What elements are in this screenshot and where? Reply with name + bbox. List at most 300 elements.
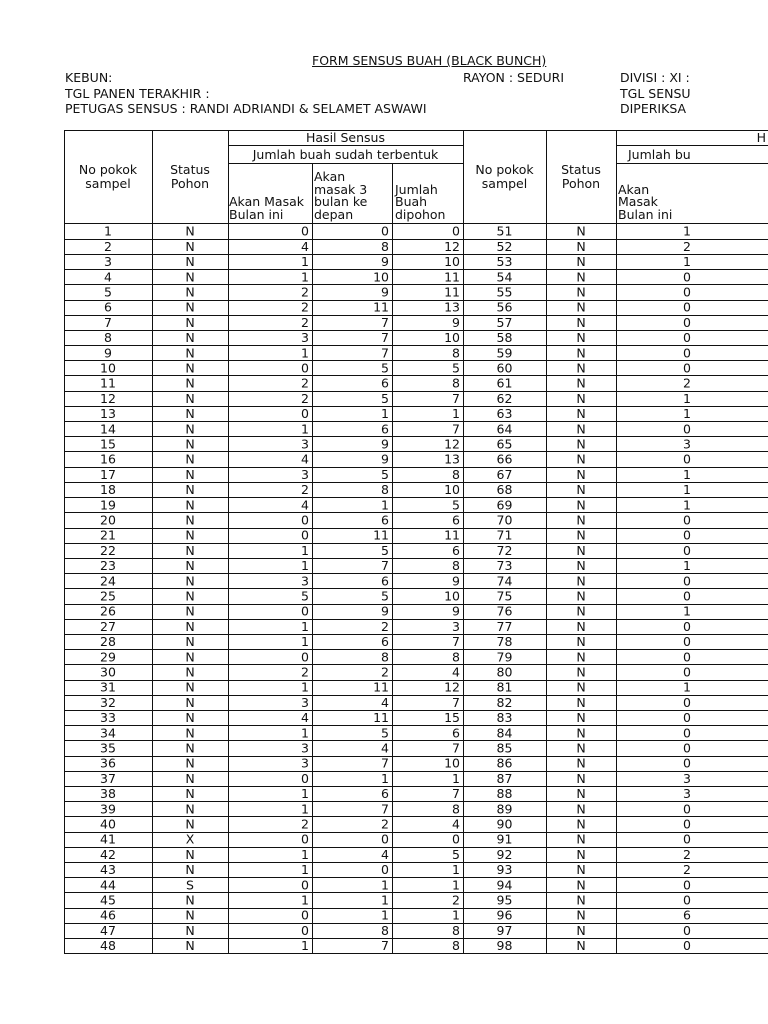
table-row-no-pokok: 37 <box>100 770 116 786</box>
table-row-no-pokok: 27 <box>100 618 116 634</box>
table-row-status: N <box>185 770 195 786</box>
table-row-no-pokok-right: 88 <box>496 786 513 802</box>
table-row-status-right: N <box>576 710 586 726</box>
table-row-dipohon: 4 <box>452 664 460 680</box>
table-row-status: N <box>185 497 195 513</box>
header-akan-masak-right: Masak <box>618 194 658 209</box>
table-row-masak-right: 0 <box>683 542 691 558</box>
table-row-masak-3-bulan: 5 <box>381 390 389 406</box>
table-row-masak-3-bulan: 7 <box>381 755 389 771</box>
table-row-status-right: N <box>576 664 586 680</box>
table-row-dipohon: 8 <box>452 345 460 361</box>
table-row-status: N <box>185 254 195 270</box>
table-row-no-pokok: 40 <box>100 816 116 832</box>
table-row-status: N <box>185 314 195 330</box>
table-row-status: N <box>185 694 195 710</box>
table-row-masak-bulan-ini: 1 <box>301 892 309 908</box>
table-row-no-pokok: 25 <box>100 588 116 604</box>
header-akan-masak-3-bulan: depan <box>314 207 354 222</box>
table-row-status-right: N <box>576 588 586 604</box>
table-row-masak-right: 0 <box>683 816 691 832</box>
table-row-no-pokok-right: 97 <box>496 922 513 938</box>
table-row-dipohon: 7 <box>452 740 460 756</box>
table-row-no-pokok: 38 <box>100 786 116 802</box>
table-row-masak-3-bulan: 5 <box>381 588 389 604</box>
header-no-pokok: No pokok <box>78 162 138 177</box>
header-hasil-sensus: Hasil Sensus <box>306 130 385 145</box>
table-row-status-right: N <box>576 527 586 543</box>
table-row-masak-right: 3 <box>683 770 691 786</box>
divisi-label: DIVISI : XI : <box>620 70 690 85</box>
table-row-no-pokok-right: 90 <box>496 816 513 832</box>
table-row-masak-right: 0 <box>683 421 691 437</box>
table-row-status-right: N <box>576 497 586 513</box>
table-row-masak-bulan-ini: 1 <box>301 618 309 634</box>
table-row-masak-bulan-ini: 0 <box>301 360 309 376</box>
header-no-pokok-right: No pokok <box>475 162 534 177</box>
table-row-status-right: N <box>576 892 586 908</box>
table-row-masak-right: 2 <box>683 375 691 391</box>
table-row-status: N <box>185 390 195 406</box>
table-row-status: N <box>185 573 195 589</box>
table-row-no-pokok: 41 <box>100 831 116 847</box>
table-row-masak-right: 0 <box>683 588 691 604</box>
table-row-no-pokok: 13 <box>100 406 116 422</box>
table-row-status-right: N <box>576 770 586 786</box>
table-row-no-pokok: 48 <box>100 938 116 954</box>
table-row-masak-right: 1 <box>683 390 691 406</box>
table-row-masak-bulan-ini: 2 <box>301 664 309 680</box>
table-row-masak-3-bulan: 5 <box>381 725 389 741</box>
table-row-no-pokok-right: 74 <box>496 573 513 589</box>
table-row-masak-right: 2 <box>683 238 691 254</box>
table-row-status: N <box>185 801 195 817</box>
table-row-masak-3-bulan: 7 <box>381 314 389 330</box>
table-row-status: N <box>185 938 195 954</box>
header-no-pokok: sampel <box>85 176 131 191</box>
table-row-no-pokok-right: 51 <box>496 223 513 239</box>
table-row-masak-3-bulan: 11 <box>373 527 389 543</box>
table-row-no-pokok-right: 70 <box>496 512 513 528</box>
table-row-masak-right: 0 <box>683 755 691 771</box>
table-row-masak-bulan-ini: 0 <box>301 406 309 422</box>
table-row-masak-3-bulan: 11 <box>373 299 389 315</box>
table-row-no-pokok-right: 78 <box>496 634 513 650</box>
header-akan-masak-bulan-ini: Bulan ini <box>229 207 284 222</box>
table-row-status-right: N <box>576 299 586 315</box>
table-row-no-pokok-right: 73 <box>496 558 513 574</box>
table-row-masak-right: 0 <box>683 694 691 710</box>
table-row-masak-right: 2 <box>683 846 691 862</box>
table-row-dipohon: 13 <box>444 299 460 315</box>
table-row-no-pokok: 34 <box>100 725 116 741</box>
header-jumlah-buah-dipohon: Jumlah <box>395 182 438 197</box>
table-row-masak-3-bulan: 1 <box>381 907 389 923</box>
table-row-masak-right: 0 <box>683 284 691 300</box>
table-row-dipohon: 6 <box>452 542 460 558</box>
kebun-label: KEBUN: <box>65 70 113 85</box>
table-row-masak-right: 0 <box>683 573 691 589</box>
table-row-masak-bulan-ini: 3 <box>301 740 309 756</box>
table-row-masak-bulan-ini: 4 <box>301 497 309 513</box>
table-row-dipohon: 12 <box>444 436 460 452</box>
table-row-no-pokok-right: 96 <box>496 907 513 923</box>
table-row-no-pokok-right: 98 <box>496 938 513 954</box>
table-row-status-right: N <box>576 679 586 695</box>
table-row-status: N <box>185 907 195 923</box>
table-row-masak-right: 1 <box>683 603 691 619</box>
table-row-status-right: N <box>576 330 586 346</box>
table-row-masak-3-bulan: 6 <box>381 512 389 528</box>
table-row-dipohon: 4 <box>452 816 460 832</box>
table-row-status-right: N <box>576 223 586 239</box>
table-row-masak-right: 3 <box>683 786 691 802</box>
table-row-masak-bulan-ini: 3 <box>301 330 309 346</box>
table-row-no-pokok-right: 69 <box>496 497 513 513</box>
table-row-no-pokok: 28 <box>100 634 116 650</box>
table-row-dipohon: 1 <box>452 862 460 878</box>
table-row-dipohon: 5 <box>452 846 460 862</box>
table-row-no-pokok: 15 <box>100 436 116 452</box>
table-row-masak-bulan-ini: 1 <box>301 345 309 361</box>
table-row-masak-right: 1 <box>683 497 691 513</box>
table-row-masak-3-bulan: 4 <box>381 740 389 756</box>
header-hasil-right: H <box>756 130 766 145</box>
table-row-status: N <box>185 482 195 498</box>
table-row-masak-right: 3 <box>683 436 691 452</box>
table-row-dipohon: 7 <box>452 421 460 437</box>
table-row-no-pokok-right: 93 <box>496 862 513 878</box>
rayon-label: RAYON : SEDURI <box>463 70 565 85</box>
table-row-dipohon: 8 <box>452 801 460 817</box>
table-row-masak-bulan-ini: 3 <box>301 755 309 771</box>
table-row-no-pokok: 11 <box>100 375 116 391</box>
table-row-status: N <box>185 922 195 938</box>
table-row-dipohon: 9 <box>452 314 460 330</box>
table-row-status-right: N <box>576 862 586 878</box>
table-row-masak-right: 0 <box>683 725 691 741</box>
table-row-masak-right: 1 <box>683 406 691 422</box>
diperiksa-label: DIPERIKSA <box>620 101 687 116</box>
table-row-masak-bulan-ini: 1 <box>301 801 309 817</box>
table-row-no-pokok-right: 71 <box>496 527 513 543</box>
table-row-masak-right: 0 <box>683 710 691 726</box>
table-row-masak-right: 0 <box>683 801 691 817</box>
table-row-masak-bulan-ini: 2 <box>301 299 309 315</box>
table-row-masak-3-bulan: 1 <box>381 406 389 422</box>
table-row-status: N <box>185 345 195 361</box>
table-row-no-pokok-right: 59 <box>496 345 513 361</box>
table-row-status: N <box>185 755 195 771</box>
table-row-dipohon: 10 <box>444 588 460 604</box>
table-row-dipohon: 3 <box>452 618 460 634</box>
table-row-no-pokok-right: 56 <box>496 299 513 315</box>
table-row-no-pokok: 33 <box>100 710 116 726</box>
table-row-masak-bulan-ini: 1 <box>301 421 309 437</box>
table-row-status-right: N <box>576 618 586 634</box>
table-row-dipohon: 6 <box>452 512 460 528</box>
table-row-no-pokok-right: 63 <box>496 406 513 422</box>
table-row-masak-bulan-ini: 1 <box>301 634 309 650</box>
table-row-masak-3-bulan: 5 <box>381 542 389 558</box>
table-row-no-pokok: 18 <box>100 482 116 498</box>
table-row-masak-right: 0 <box>683 618 691 634</box>
table-row-dipohon: 5 <box>452 360 460 376</box>
table-row-no-pokok-right: 52 <box>496 238 513 254</box>
table-row-no-pokok-right: 79 <box>496 649 513 665</box>
table-row-masak-bulan-ini: 2 <box>301 816 309 832</box>
table-row-masak-3-bulan: 1 <box>381 770 389 786</box>
table-row-no-pokok: 44 <box>100 877 116 893</box>
table-row-masak-3-bulan: 4 <box>381 694 389 710</box>
table-row-no-pokok: 5 <box>104 284 112 300</box>
table-row-status-right: N <box>576 694 586 710</box>
table-row-status: N <box>185 679 195 695</box>
table-row-masak-3-bulan: 7 <box>381 345 389 361</box>
table-row-masak-bulan-ini: 2 <box>301 284 309 300</box>
table-row-masak-bulan-ini: 2 <box>301 482 309 498</box>
table-row-masak-3-bulan: 4 <box>381 846 389 862</box>
table-row-masak-3-bulan: 7 <box>381 938 389 954</box>
table-row-masak-bulan-ini: 1 <box>301 725 309 741</box>
table-row-masak-right: 0 <box>683 664 691 680</box>
table-row-no-pokok: 32 <box>100 694 116 710</box>
table-row-no-pokok: 4 <box>104 269 112 285</box>
table-row-status: N <box>185 588 195 604</box>
table-row-masak-right: 0 <box>683 451 691 467</box>
table-row-status-right: N <box>576 558 586 574</box>
table-row-masak-bulan-ini: 4 <box>301 238 309 254</box>
table-row-dipohon: 1 <box>452 907 460 923</box>
table-row-status-right: N <box>576 482 586 498</box>
table-row-no-pokok: 22 <box>100 542 116 558</box>
table-row-masak-bulan-ini: 1 <box>301 558 309 574</box>
table-row-masak-3-bulan: 2 <box>381 816 389 832</box>
table-row-status-right: N <box>576 816 586 832</box>
table-row-status-right: N <box>576 269 586 285</box>
table-row-status-right: N <box>576 512 586 528</box>
table-row-dipohon: 9 <box>452 573 460 589</box>
table-row-masak-bulan-ini: 0 <box>301 907 309 923</box>
table-row-masak-bulan-ini: 0 <box>301 649 309 665</box>
table-row-status-right: N <box>576 938 586 954</box>
table-row-no-pokok: 42 <box>100 846 116 862</box>
header-akan-masak-3-bulan: Akan <box>314 169 346 184</box>
table-row-status: N <box>185 436 195 452</box>
table-row-status-right: N <box>576 634 586 650</box>
table-row-no-pokok: 31 <box>100 679 116 695</box>
table-row-dipohon: 10 <box>444 755 460 771</box>
table-row-masak-3-bulan: 11 <box>373 710 389 726</box>
table-row-no-pokok-right: 72 <box>496 542 513 558</box>
table-row-dipohon: 6 <box>452 725 460 741</box>
table-row-dipohon: 11 <box>444 284 460 300</box>
table-row-masak-3-bulan: 8 <box>381 238 389 254</box>
table-row-masak-3-bulan: 9 <box>381 284 389 300</box>
table-row-status-right: N <box>576 786 586 802</box>
table-row-no-pokok-right: 64 <box>496 421 513 437</box>
header-jumlah-buah-dipohon: dipohon <box>395 207 446 222</box>
table-row-status: N <box>185 710 195 726</box>
table-row-status: N <box>185 846 195 862</box>
header-status-pohon-right: Status <box>561 162 601 177</box>
table-row-no-pokok: 16 <box>100 451 116 467</box>
table-row-no-pokok-right: 76 <box>496 603 513 619</box>
table-row-no-pokok-right: 80 <box>496 664 513 680</box>
table-row-status-right: N <box>576 406 586 422</box>
table-row-dipohon: 5 <box>452 497 460 513</box>
table-row-masak-bulan-ini: 0 <box>301 512 309 528</box>
table-row-status: N <box>185 360 195 376</box>
table-row-no-pokok-right: 67 <box>496 466 513 482</box>
table-row-no-pokok-right: 75 <box>496 588 513 604</box>
table-row-masak-bulan-ini: 1 <box>301 786 309 802</box>
table-row-no-pokok: 26 <box>100 603 116 619</box>
table-row-masak-3-bulan: 2 <box>381 664 389 680</box>
table-row-no-pokok: 19 <box>100 497 116 513</box>
table-row-no-pokok: 46 <box>100 907 116 923</box>
table-row-status-right: N <box>576 284 586 300</box>
table-row-masak-bulan-ini: 1 <box>301 269 309 285</box>
table-row-masak-bulan-ini: 4 <box>301 710 309 726</box>
table-row-dipohon: 8 <box>452 466 460 482</box>
table-row-status: N <box>185 299 195 315</box>
table-row-masak-bulan-ini: 0 <box>301 877 309 893</box>
table-row-status: N <box>185 512 195 528</box>
table-row-no-pokok: 39 <box>100 801 116 817</box>
table-row-masak-bulan-ini: 0 <box>301 831 309 847</box>
table-row-no-pokok: 1 <box>104 223 112 239</box>
table-row-masak-right: 0 <box>683 740 691 756</box>
table-row-status: N <box>185 892 195 908</box>
table-row-masak-bulan-ini: 0 <box>301 223 309 239</box>
table-row-no-pokok: 6 <box>104 299 112 315</box>
table-row-masak-right: 0 <box>683 314 691 330</box>
table-row-status-right: N <box>576 451 586 467</box>
table-row-masak-3-bulan: 6 <box>381 421 389 437</box>
table-row-no-pokok: 24 <box>100 573 116 589</box>
table-row-no-pokok: 29 <box>100 649 116 665</box>
table-row-masak-3-bulan: 9 <box>381 254 389 270</box>
table-row-masak-bulan-ini: 0 <box>301 922 309 938</box>
table-row-no-pokok: 8 <box>104 330 112 346</box>
table-row-no-pokok-right: 91 <box>496 831 513 847</box>
table-row-masak-right: 0 <box>683 345 691 361</box>
table-row-dipohon: 11 <box>444 527 460 543</box>
table-row-no-pokok: 36 <box>100 755 116 771</box>
table-row-status: N <box>185 421 195 437</box>
table-row-status: N <box>185 451 195 467</box>
table-row-masak-right: 1 <box>683 558 691 574</box>
table-row-dipohon: 10 <box>444 330 460 346</box>
table-row-status-right: N <box>576 421 586 437</box>
table-row-status: N <box>185 603 195 619</box>
table-row-dipohon: 0 <box>452 831 460 847</box>
header-akan-masak-right: Akan <box>618 182 650 197</box>
table-row-status: N <box>185 527 195 543</box>
table-row-no-pokok: 45 <box>100 892 116 908</box>
table-row-dipohon: 1 <box>452 877 460 893</box>
table-row-status-right: N <box>576 573 586 589</box>
table-row-masak-right: 0 <box>683 892 691 908</box>
table-row-masak-right: 6 <box>683 907 691 923</box>
table-row-no-pokok-right: 54 <box>496 269 513 285</box>
tgl-panen-label: TGL PANEN TERAKHIR : <box>65 86 210 101</box>
table-row-dipohon: 11 <box>444 269 460 285</box>
table-row-status-right: N <box>576 801 586 817</box>
table-row-status: N <box>185 238 195 254</box>
table-row-status: N <box>185 466 195 482</box>
table-row-status-right: N <box>576 831 586 847</box>
table-row-status-right: N <box>576 725 586 741</box>
table-row-masak-3-bulan: 8 <box>381 922 389 938</box>
table-row-no-pokok-right: 81 <box>496 679 513 695</box>
table-row-status: N <box>185 816 195 832</box>
table-row-status: N <box>185 725 195 741</box>
table-row-masak-right: 0 <box>683 299 691 315</box>
table-row-no-pokok-right: 89 <box>496 801 513 817</box>
table-row-masak-right: 0 <box>683 649 691 665</box>
table-row-status: N <box>185 375 195 391</box>
table-row-no-pokok: 47 <box>100 922 116 938</box>
table-row-masak-bulan-ini: 0 <box>301 603 309 619</box>
table-row-status: N <box>185 618 195 634</box>
table-row-no-pokok-right: 82 <box>496 694 513 710</box>
table-row-masak-bulan-ini: 1 <box>301 938 309 954</box>
table-row-no-pokok: 17 <box>100 466 116 482</box>
table-row-dipohon: 7 <box>452 390 460 406</box>
table-row-masak-bulan-ini: 3 <box>301 466 309 482</box>
table-row-masak-right: 1 <box>683 482 691 498</box>
table-row-masak-right: 1 <box>683 223 691 239</box>
table-row-masak-3-bulan: 0 <box>381 223 389 239</box>
table-row-status: N <box>185 862 195 878</box>
table-row-status-right: N <box>576 436 586 452</box>
table-row-masak-right: 0 <box>683 922 691 938</box>
table-row-masak-3-bulan: 8 <box>381 649 389 665</box>
table-row-masak-right: 1 <box>683 254 691 270</box>
table-row-status-right: N <box>576 238 586 254</box>
table-row-status-right: N <box>576 314 586 330</box>
table-row-no-pokok-right: 85 <box>496 740 513 756</box>
table-row-masak-right: 0 <box>683 512 691 528</box>
table-row-status-right: N <box>576 345 586 361</box>
header-jumlah-terbentuk: Jumlah buah sudah terbentuk <box>252 147 439 162</box>
table-row-status-right: N <box>576 740 586 756</box>
table-row-dipohon: 12 <box>444 679 460 695</box>
table-row-no-pokok-right: 61 <box>496 375 513 391</box>
table-row-no-pokok-right: 68 <box>496 482 513 498</box>
header-akan-masak-bulan-ini: Akan Masak <box>229 194 304 209</box>
table-row-no-pokok: 9 <box>104 345 112 361</box>
table-row-no-pokok: 20 <box>100 512 116 528</box>
table-row-dipohon: 8 <box>452 649 460 665</box>
table-row-masak-right: 0 <box>683 269 691 285</box>
table-row-no-pokok: 43 <box>100 862 116 878</box>
header-jumlah-buah-dipohon: Buah <box>395 194 428 209</box>
table-row-masak-3-bulan: 7 <box>381 558 389 574</box>
table-row-no-pokok-right: 95 <box>496 892 513 908</box>
table-row-status: S <box>186 877 194 893</box>
table-row-no-pokok: 21 <box>100 527 116 543</box>
table-row-status-right: N <box>576 390 586 406</box>
table-row-masak-bulan-ini: 1 <box>301 542 309 558</box>
table-row-status-right: N <box>576 922 586 938</box>
header-akan-masak-3-bulan: bulan ke <box>314 194 368 209</box>
table-row-status: X <box>185 831 195 847</box>
header-no-pokok-right: sampel <box>481 176 528 191</box>
table-row-masak-3-bulan: 8 <box>381 482 389 498</box>
